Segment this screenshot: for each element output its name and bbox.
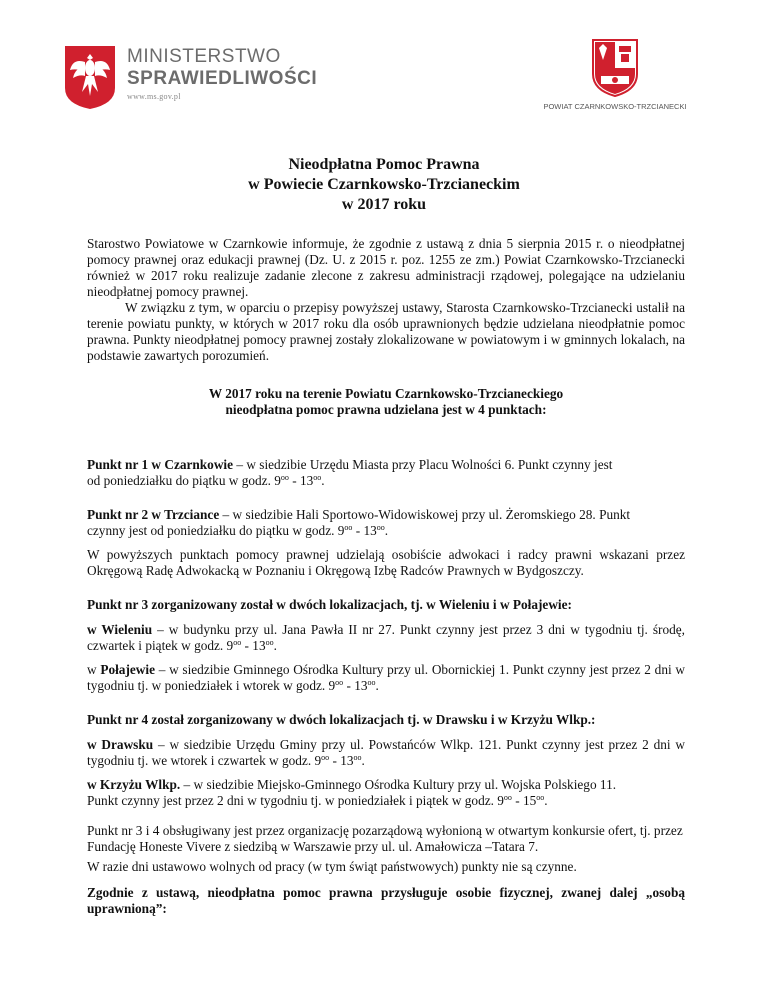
polish-eagle-emblem-icon xyxy=(63,44,117,110)
title-line2: w Powiecie Czarnkowsko-Trzcianeckim xyxy=(248,176,520,193)
document-title xyxy=(0,155,768,215)
county-name: POWIAT CZARNKOWSKO-TRZCIANECKI xyxy=(543,102,687,111)
point-4-drawsko xyxy=(87,737,685,769)
advocates-paragraph: W powyższych punktach pomocy prawnej udzielają osobiście adwokaci i radcy prawni wskazani przez Okręgową Radę Adwokacką w Poznaniu i Okręgową Izbę Radców Prawnych w Bydgoszczy. xyxy=(87,547,685,578)
time-sup: oo xyxy=(265,638,274,647)
time-sup: oo xyxy=(367,678,376,687)
time-dot: . xyxy=(273,638,277,653)
time-dot: . xyxy=(544,793,548,808)
time-dash: - 13 xyxy=(343,678,368,693)
point-3-polajewo xyxy=(87,662,685,694)
krzyz-title: w Krzyżu Wlkp. xyxy=(87,777,181,792)
point-1-title: Punkt nr 1 w Czarnkowie xyxy=(87,457,234,472)
time-dash: - 15 xyxy=(511,793,537,808)
drawsko-title: w Drawsku xyxy=(87,737,154,752)
ngo-paragraph: Punkt nr 3 i 4 obsługiwany jest przez organizację pozarządową wyłonioną w otwartym konkursie ofert, tj. przez Fundację Honeste Vivere z siedzibą w Warszawie przy ul. ul. Amałowicza –Tatara 7. xyxy=(87,823,683,854)
entitled-paragraph: Zgodnie z ustawą, nieodpłatna pomoc prawna przysługuje osobie fizycznej, zwanej dalej „osobą uprawnioną”: xyxy=(87,885,685,916)
time-dash: - 13 xyxy=(329,753,354,768)
time-sup: oo xyxy=(335,678,344,687)
krzyz-text: – w siedzibie Miejsko-Gminnego Ośrodka Kultury przy ul. Wojska Polskiego 11. xyxy=(180,777,617,792)
time-sup: oo xyxy=(503,793,512,802)
intro-paragraph-1: Starostwo Powiatowe w Czarnkowie informuje, że zgodnie z ustawą z dnia 5 sierpnia 2015 r. o nieodpłatnej pomocy prawnej oraz edukacji prawnej (Dz. U. z 2015 r. poz. 1255 ze zm.) Powiat Czarnkowsko-Trzcianecki również w 2017 roku realizuje zadanie zlecone z zakresu administracji rządowej, polegające na udzielaniu nieodpłatnej pomocy prawnej. xyxy=(87,236,685,299)
section-heading xyxy=(87,386,685,418)
time-dash: - 13 xyxy=(352,523,377,538)
holidays-paragraph: W razie dni ustawowo wolnych od pracy (w tym świąt państwowych) punkty nie są czynne. xyxy=(87,859,577,874)
point-2-title: Punkt nr 2 w Trzciance xyxy=(87,507,220,522)
title-line1: Nieodpłatna Pomoc Prawna xyxy=(288,156,480,173)
ministry-url: www.ms.gov.pl xyxy=(127,92,181,101)
time-sup: oo xyxy=(313,473,322,482)
county-coat-of-arms-icon xyxy=(591,38,639,98)
point-1-hours: od poniedziałku do piątku w godz. 9 xyxy=(87,473,281,488)
point-2-text: – w siedzibie Hali Sportowo-Widowiskowej przy ul. Żeromskiego 28. Punkt xyxy=(219,507,631,522)
ministry-name-line1: MINISTERSTWO xyxy=(127,46,281,67)
time-sup: oo xyxy=(233,638,242,647)
polajewo-title: Połajewie xyxy=(100,662,155,677)
time-sup: oo xyxy=(536,793,545,802)
point-1-text: – w siedzibie Urzędu Miasta przy Placu Wolności 6. Punkt czynny jest xyxy=(233,457,613,472)
time-dot: . xyxy=(361,753,365,768)
drawsko-text: – w siedzibie Urzędu Gminy przy ul. Powstańców Wlkp. 121. Punkt czynny jest przez 2 dni w tygodniu tj. we wtorek i czwartek w godz. 9 xyxy=(87,737,686,768)
section-heading-line2: nieodpłatna pomoc prawna udzielana jest w 4 punktach: xyxy=(225,402,547,417)
time-sup: oo xyxy=(280,473,289,482)
wielen-title: w Wieleniu xyxy=(87,622,153,637)
time-dash: - 13 xyxy=(288,473,314,488)
point-3-wielen xyxy=(87,622,685,654)
time-sup: oo xyxy=(344,523,353,532)
point-2 xyxy=(87,507,685,539)
ministry-name-line2: SPRAWIEDLIWOŚCI xyxy=(127,68,318,89)
point-4-heading: Punkt nr 4 został zorganizowany w dwóch lokalizacjach tj. w Drawsku i w Krzyżu Wlkp.: xyxy=(87,712,596,727)
polajewo-prefix: w xyxy=(87,662,101,677)
time-dot: . xyxy=(384,523,389,538)
wielen-text: – w budynku przy ul. Jana Pawła II nr 27. Punkt czynny jest przez 3 dni w tygodniu tj. środę, czwartek i piątek w godz. 9 xyxy=(87,622,685,653)
polajewo-text: – w siedzibie Gminnego Ośrodka Kultury przy ul. Obornickiej 1. Punkt czynny jest przez 2 dni w tygodniu tj. w poniedziałek i wtorek w godz. 9 xyxy=(87,662,685,693)
point-3-heading: Punkt nr 3 zorganizowany został w dwóch lokalizacjach, tj. w Wieleniu i w Połajewie: xyxy=(87,597,572,612)
point-4-krzyz xyxy=(87,777,685,809)
county-logo xyxy=(540,38,690,118)
time-sup: oo xyxy=(376,523,385,532)
intro-paragraph-2: W związku z tym, w oparciu o przepisy powyższej ustawy, Starosta Czarnkowsko-Trzcianecki ustalił na terenie powiatu punkty, w których w 2017 roku dla osób uprawnionych będzie udzielana nieodpłatnie pomoc prawna. Punkty nieodpłatnej pomocy prawnej zostały zlokalizowane w powiatowym i w gminnych lokalach, na podstawie zawartych porozumień. xyxy=(87,300,685,363)
time-sup: oo xyxy=(353,753,362,762)
time-dash: - 13 xyxy=(241,638,266,653)
section-heading-line1: W 2017 roku na terenie Powiatu Czarnkowsko-Trzcianeckiego xyxy=(208,386,564,401)
point-2-hours: czynny jest od poniedziałku do piątku w godz. 9 xyxy=(87,523,345,538)
krzyz-hours: Punkt czynny jest przez 2 dni w tygodniu tj. w poniedziałek i piątek w godz. 9 xyxy=(87,793,504,808)
point-1 xyxy=(87,457,685,489)
ministry-logo xyxy=(63,44,318,110)
time-dot: . xyxy=(375,678,379,693)
title-line3: w 2017 roku xyxy=(341,196,427,213)
time-dot: . xyxy=(321,473,325,488)
time-sup: oo xyxy=(321,753,330,762)
